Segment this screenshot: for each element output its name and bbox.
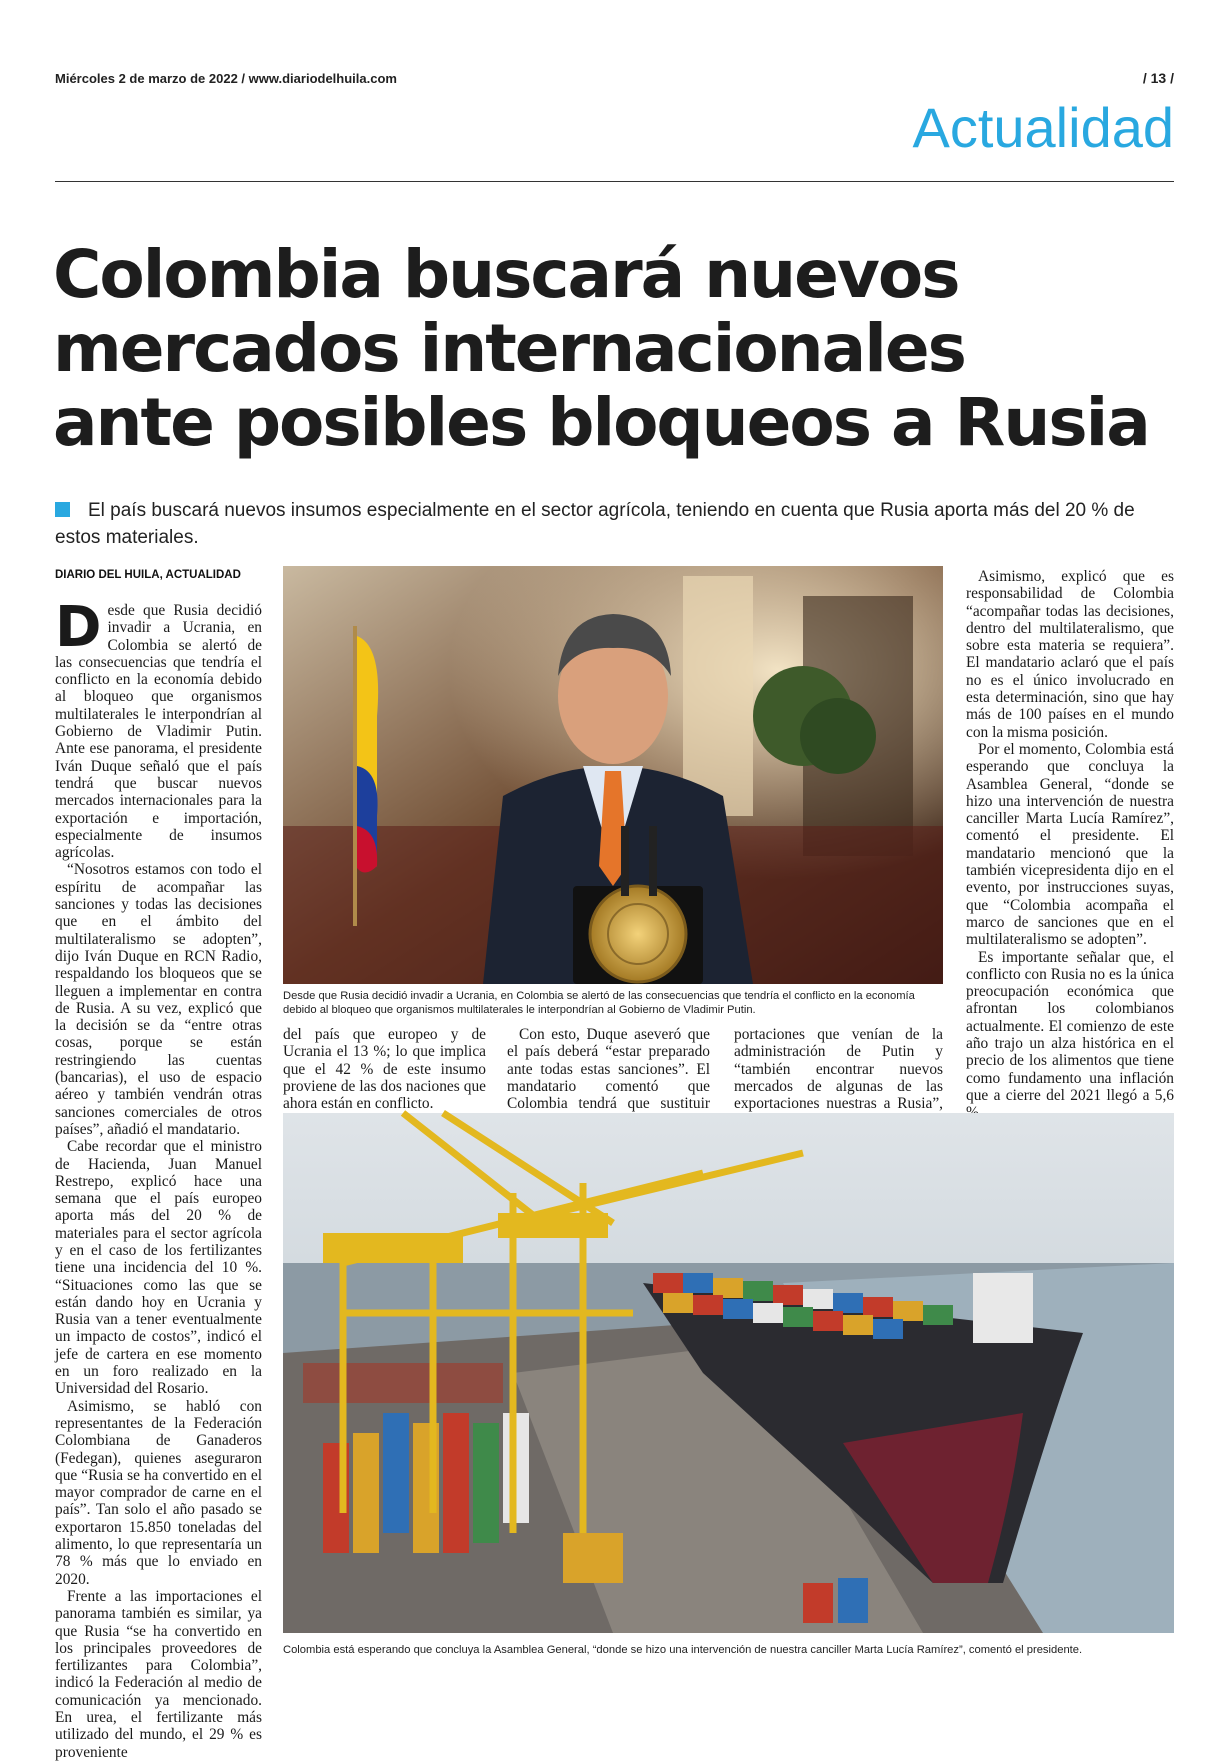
byline: DIARIO DEL HUILA, ACTUALIDAD	[55, 569, 241, 581]
drop-cap: D	[55, 595, 102, 660]
column-5-paragraph-1: Asimismo, explicó que es responsabilidad de Colombia “acompañar todas las decisiones, dentro del multilateralismo, que sobre esta materia se requiera”. El mandatario aclaró que el país no es el único involucrado en esta determinación, sino que hay más de 100 países en el mundo con la misma posición.	[966, 568, 1174, 741]
column-5-paragraph-2: Por el momento, Colombia está esperando que concluya la Asamblea General, “donde se hizo una intervención de nuestra canciller Marta Lucía Ramírez”, comentó el presidente. El mandatario mencionó que la también vicepresidenta dijo en el evento, por instrucciones suyas, que “Colombia acompaña el marco de sanciones que en el multilateralismo se adopten”.	[966, 740, 1174, 949]
headline-line-2: mercados internacionales	[53, 310, 965, 387]
column-3-text: Con esto, Duque aseveró que el país deberá “estar preparado ante todas estas sanciones”. El mandatario comentó que Colombia tendrá que sustituir	[507, 1026, 710, 1113]
paragraph-3: Cabe recordar que el ministro de Hacienda, Juan Manuel Restrepo, explicó hace una semana que el país europeo aporta más del 20 % de materiales para el sector agrícola y en el caso de los fertilizantes tiene una incidencia del 10 %. “Situaciones como las que se están dando hoy en Ucrania y Rusia van a tener eventualmente un impacto de costos”, indicó el jefe de cartera en ese momento en un foro realizado en la Universidad del Rosario.	[55, 1138, 262, 1398]
header-date-site: Miércoles 2 de marzo de 2022 / www.diariodelhuila.com	[55, 71, 397, 86]
photo-caption-1: Desde que Rusia decidió invadir a Ucrania, en Colombia se alertó de las consecuencias que tendría el conflicto en la economía debido al bloqueo que organismos multilaterales le interpondrían al Gobierno de Vladimir Putin.	[283, 990, 915, 1016]
column-2-text: del país que europeo y de Ucrania el 13 %; lo que implica que el 42 % de este insumo proviene de las dos naciones que ahora están en conflicto.	[283, 1026, 486, 1113]
headline-line-1: Colombia buscará nuevos	[53, 236, 959, 313]
paragraph-1	[55, 595, 262, 862]
header-divider	[55, 181, 1174, 182]
section-title: Actualidad	[912, 96, 1174, 159]
photo-container-port	[283, 1113, 1174, 1633]
page-number: / 13 /	[1142, 70, 1174, 86]
paragraph-2: “Nosotros estamos con todo el espíritu de acompañar las sanciones y todas las decisiones que en el ámbito del multilateralismo se adopten”, dijo Iván Duque en RCN Radio, respaldando los bloqueos que se lleguen a implementar en contra de Rusia. A su vez, explicó que la decisión se da “entre otras cosas, porque se están restringiendo las cuentas (bancarias), el uso de espacio aéreo y también vendrán otras sanciones comerciales de otros países”, añadió el mandatario.	[55, 861, 262, 1138]
photo-president-podium	[283, 566, 943, 984]
photo-caption-2: Colombia está esperando que concluya la Asamblea General, “donde se hizo una intervención de nuestra canciller Marta Lucía Ramírez”, comentó el presidente.	[283, 1644, 1083, 1656]
paragraph-1-text: esde que Rusia decidió invadir a Ucrania, en Colombia se alertó de las consecuencias que tendría el conflicto en la economía debido al bloqueo que organismos multilaterales le interpondrían al Gobierno de Vladimir Putin. Ante ese panorama, el presidente Iván Duque señaló que el país tendrá que buscar nuevos mercados internacionales para la exportación e importación, especialmente de insumos agrícolas.	[55, 602, 262, 862]
summary-text: El país buscará nuevos insumos especialmente en el sector agrícola, teniendo en cuenta que Rusia aporta más del 20 % de estos materiales.	[55, 500, 1135, 548]
column-5-paragraph-3: Es importante señalar que, el conflicto con Rusia no es la única preocupación económica que afrontan los colombianos actualmente. El comienzo de este año trajo un alza histórica en el precio de los alimentos que tiene como fundamento una inflación que a cierre del 2021 llegó a 5,6	[966, 948, 1174, 1104]
headline	[53, 238, 1183, 460]
paragraph-4: Asimismo, se habló con representantes de la Federación Colombiana de Ganaderos (Fedegan), quienes aseguraron que “Rusia se ha convertido en el mayor comprador de carne en el país”. Tan solo el año pasado se exportaron 15.850 toneladas del alimento, lo que representaría un 78 % más que lo enviado en 2020.	[55, 1397, 262, 1588]
article-column-2	[283, 1026, 486, 1112]
column-4-text: portaciones que venían de la administración de Putin y “también encontrar nuevos mercados de algunas de las exportaciones nuestras a Rusia”,	[734, 1026, 943, 1113]
paragraph-5: Frente a las importaciones el panorama también es similar, ya que Rusia “se ha convertido en los principales proveedores de fertilizantes para Colombia”, indicó la Federación al medio de comunicación ya mencionado. En urea, el fertilizante más utilizado del mundo, el 29 % es proveniente	[55, 1587, 262, 1761]
headline-line-3: ante posibles bloqueos a Rusia	[53, 384, 1149, 461]
article-column-5	[966, 568, 1174, 1122]
bullet-square-icon	[55, 502, 70, 517]
article-column-1	[55, 595, 262, 1761]
summary	[55, 497, 1170, 551]
